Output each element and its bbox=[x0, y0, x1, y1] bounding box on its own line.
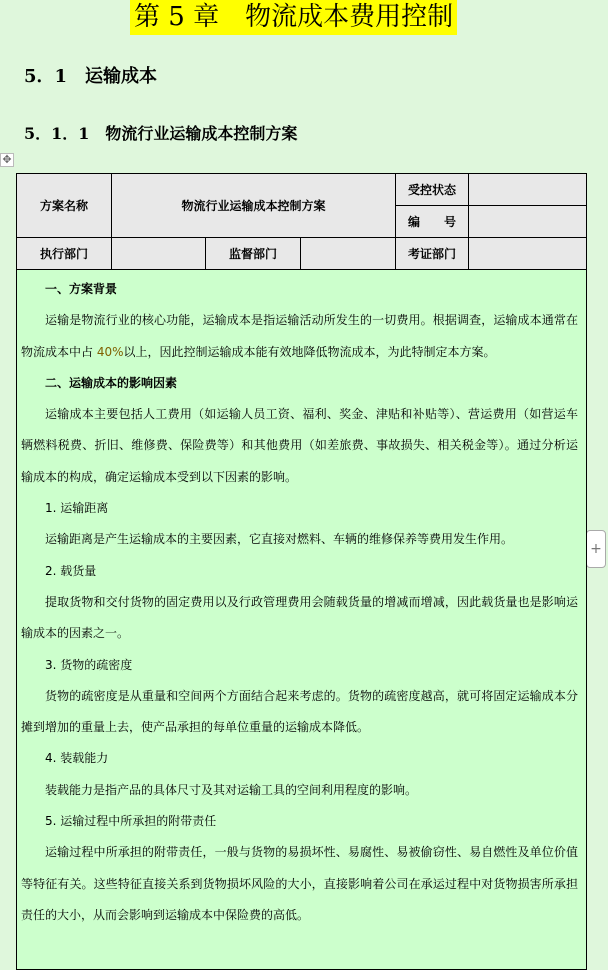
paragraph-factors: 运输成本主要包括人工费用（如运输人员工资、福利、奖金、津贴和补贴等）、营运费用（如营运车辆燃料税费、折旧、维修费、保险费等）和其他费用（如差旅费、事故损失、相关税金等）。通过分析运输成本的构成，确定运输成本受到以下因素的影响。 bbox=[21, 407, 579, 484]
supervise-dept-label: 监督部门 bbox=[206, 238, 301, 270]
factor-text: 运输过程中所承担的附带责任，一般与货物的易损坏性、易腐性、易被偷窃性、易自燃性及单位价值等特征有关。这些特征直接关系到货物损坏风险的大小，直接影响着公司在承运过程中对货物损害所承担责任的大小，从而会影响到运输成本中保险费的高低。 bbox=[21, 845, 579, 922]
heading-factors: 二、运输成本的影响因素 bbox=[45, 375, 178, 390]
number-label: 编 号 bbox=[396, 206, 469, 238]
plan-name-label: 方案名称 bbox=[17, 174, 112, 238]
section-heading: 5．1 运输成本 bbox=[24, 66, 158, 87]
plan-table bbox=[16, 173, 587, 970]
number-value[interactable] bbox=[469, 206, 587, 238]
factor-title: 4. 装载能力 bbox=[45, 751, 109, 766]
exec-dept-value[interactable] bbox=[112, 238, 206, 270]
plan-name-value[interactable]: 物流行业运输成本控制方案 bbox=[112, 174, 396, 238]
verify-dept-value[interactable] bbox=[469, 238, 587, 270]
control-status-value[interactable] bbox=[469, 174, 587, 206]
factor-title: 3. 货物的疏密度 bbox=[45, 657, 133, 672]
heading-background: 一、方案背景 bbox=[45, 282, 118, 296]
paragraph-background bbox=[21, 305, 578, 368]
factor-title: 1. 运输距离 bbox=[45, 501, 109, 516]
exec-dept-label: 执行部门 bbox=[17, 238, 112, 270]
chapter-title: 第 5 章 物流成本费用控制 bbox=[130, 0, 457, 35]
factor-title: 5. 运输过程中所承担的附带责任 bbox=[45, 814, 217, 829]
plan-body[interactable] bbox=[17, 270, 587, 970]
factor-text: 货物的疏密度是从重量和空间两个方面结合起来考虑的。货物的疏密度越高，就可将固定运输成本分摊到增加的重量上去，使产品承担的每单位重量的运输成本降低。 bbox=[21, 688, 579, 735]
factor-title: 2. 载货量 bbox=[45, 563, 97, 578]
supervise-dept-value[interactable] bbox=[301, 238, 396, 270]
subsection-heading: 5．1．1 物流行业运输成本控制方案 bbox=[24, 124, 298, 143]
verify-dept-label: 考证部门 bbox=[396, 238, 469, 270]
table-move-handle-icon[interactable]: ✥ bbox=[0, 153, 14, 167]
factor-text: 装载能力是指产品的具体尺寸及其对运输工具的空间利用程度的影响。 bbox=[45, 782, 418, 797]
text: 以上，因此控制运输成本能有效地降低物流成本，为此特制定本方案。 bbox=[123, 344, 496, 359]
factor-text: 提取货物和交付货物的固定费用以及行政管理费用会随载货量的增减而增减，因此载货量也是影响运输成本的因素之一。 bbox=[21, 594, 579, 641]
text: 运输是物流行业的核心功能，运输成本是指运输活动所发生的一切费用。根据调查，运输成本通常在物流成本中占 bbox=[21, 313, 579, 359]
percent-value: 40% bbox=[96, 344, 124, 359]
control-status-label: 受控状态 bbox=[396, 174, 469, 206]
add-button[interactable]: + bbox=[586, 530, 606, 568]
factor-text: 运输距离是产生运输成本的主要因素，它直接对燃料、车辆的维修保养等费用发生作用。 bbox=[45, 532, 514, 547]
